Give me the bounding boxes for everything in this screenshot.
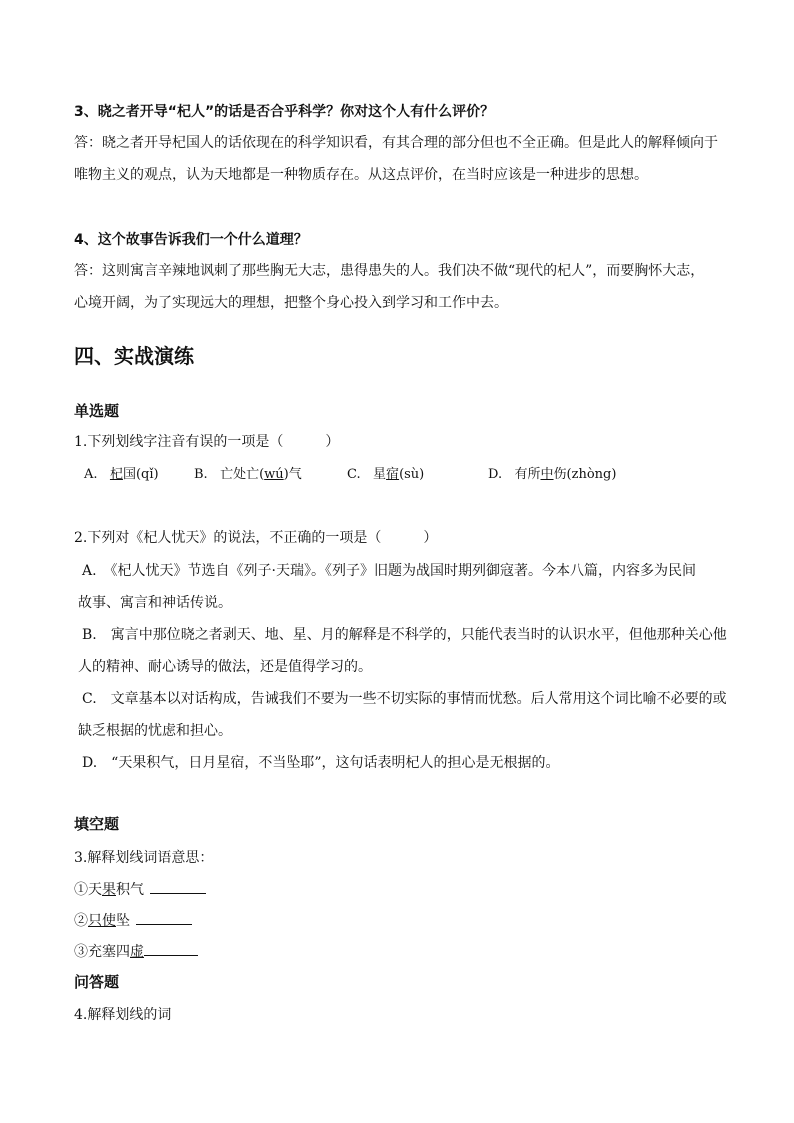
qa-q4-stem: 4.解释划线的词 bbox=[74, 1007, 172, 1023]
option-b-letter: B. bbox=[194, 467, 208, 482]
option-a-underlined: 杞 bbox=[109, 467, 123, 482]
q2-option-b-line-2: 人的精神、耐心诱导的做法，还是值得学习的。 bbox=[78, 659, 372, 675]
item-3-underlined: 虚 bbox=[130, 944, 144, 960]
option-a bbox=[84, 466, 159, 484]
question-4-title: 4、这个故事告诉我们一个什么道理？ bbox=[74, 232, 308, 248]
q2-option-a-line-1: A. 《杞人忧天》节选自《列子·天瑞》。《列子》旧题为战国时期列御寇著。今本八篇，内容多为民间 bbox=[82, 563, 697, 579]
item-1-post: 积气 bbox=[116, 882, 144, 898]
option-a-letter: A. bbox=[84, 467, 98, 482]
item-1-pre: ①天 bbox=[74, 882, 102, 898]
fill-blank-heading: 填空题 bbox=[74, 815, 120, 833]
option-b bbox=[194, 466, 302, 484]
fill-blank-q3-stem: 3.解释划线词语意思： bbox=[74, 850, 214, 866]
option-a-post: 国(qǐ) bbox=[122, 467, 159, 482]
single-choice-heading: 单选题 bbox=[74, 402, 120, 420]
option-b-post: )气 bbox=[283, 467, 302, 482]
q2-option-d-line-1: D. “天果积气，日月星宿，不当坠耶”，这句话表明杞人的担心是无根据的。 bbox=[82, 755, 560, 771]
option-c-pre: 星 bbox=[373, 467, 387, 482]
single-choice-q2-stem: 2.下列对《杞人忧天》的说法，不正确的一项是（ ） bbox=[74, 530, 438, 546]
qa-heading: 问答题 bbox=[74, 973, 120, 991]
option-c-post: (sù) bbox=[399, 467, 425, 482]
question-3-answer-line-2: 唯物主义的观点，认为天地都是一种物质存在。从这点评价，在当时应该是一种进步的思想。 bbox=[74, 167, 648, 183]
option-b-underlined: wú bbox=[264, 467, 284, 482]
question-3-answer-line-1: 答：晓之者开导杞国人的话依现在的科学知识看，有其合理的部分但也不全正确。但是此人的解释倾向于 bbox=[74, 135, 718, 151]
item-2-post: 坠 bbox=[116, 913, 130, 929]
fill-blank-item-3 bbox=[74, 943, 198, 961]
q2-option-b-line-1: B. 寓言中那位晓之者剥天、地、星、月的解释是不科学的，只能代表当时的认识水平，但他那种关心他 bbox=[82, 627, 727, 643]
q2-option-c-line-1: C. 文章基本以对话构成，告诫我们不要为一些不切实际的事情而忧愁。后人常用这个词比喻不必要的或 bbox=[82, 691, 727, 707]
option-d-post: 伤(zhòng) bbox=[553, 467, 617, 482]
option-d bbox=[488, 466, 616, 484]
item-1-underlined: 果 bbox=[102, 882, 116, 898]
section-title: 四、实战演练 bbox=[74, 344, 194, 368]
option-d-underlined: 中 bbox=[540, 467, 554, 482]
fill-blank-item-1 bbox=[74, 881, 206, 899]
answer-blank-2[interactable] bbox=[136, 912, 192, 925]
option-c-letter: C. bbox=[347, 467, 361, 482]
option-d-letter: D. bbox=[488, 467, 503, 482]
item-2-underlined: 只使 bbox=[88, 913, 116, 929]
fill-blank-item-2 bbox=[74, 912, 192, 930]
question-4-answer-line-1: 答：这则寓言辛辣地讽刺了那些胸无大志，患得患失的人。我们决不做“现代的杞人”，而要胸怀大志， bbox=[74, 263, 705, 279]
item-2-pre: ② bbox=[74, 913, 88, 929]
question-4-answer-line-2: 心境开阔，为了实现远大的理想，把整个身心投入到学习和工作中去。 bbox=[74, 295, 508, 311]
answer-blank-1[interactable] bbox=[150, 881, 206, 894]
question-3-title: 3、晓之者开导“杞人”的话是否合乎科学？你对这个人有什么评价？ bbox=[74, 104, 495, 120]
item-3-pre: ③充塞四 bbox=[74, 944, 130, 960]
option-c bbox=[347, 466, 424, 484]
option-c-underlined: 宿 bbox=[386, 467, 400, 482]
option-b-pre: 亡处亡( bbox=[220, 467, 265, 482]
q2-option-a-line-2: 故事、寓言和神话传说。 bbox=[78, 595, 232, 611]
answer-blank-3[interactable] bbox=[144, 943, 198, 956]
single-choice-q1-stem: 1.下列划线字注音有误的一项是（ ） bbox=[74, 434, 340, 450]
option-d-pre: 有所 bbox=[514, 467, 541, 482]
q2-option-c-line-2: 缺乏根据的忧虑和担心。 bbox=[78, 723, 232, 739]
